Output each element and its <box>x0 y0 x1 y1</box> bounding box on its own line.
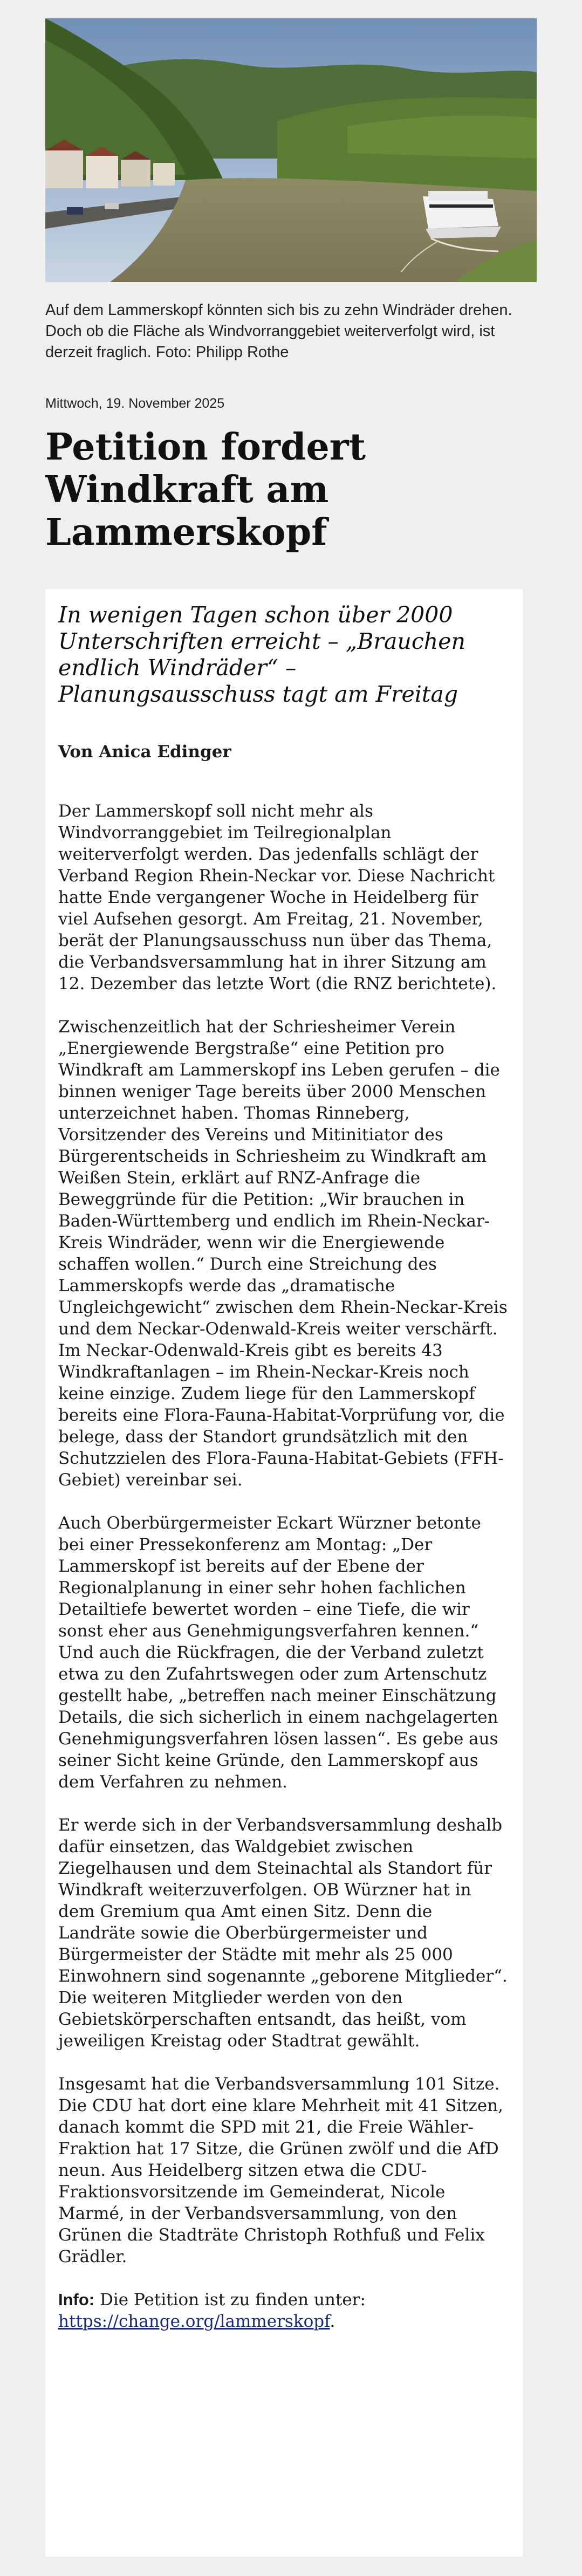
article-paragraph: Insgesamt hat die Verbandsversammlung 101 Sitze. Die CDU hat dort eine klare Mehrheit mit 41 Sitzen, danach kommt die SPD mit 21, die Freie Wähler-Fraktion hat 17 Sitze, die Grünen zwölf und die AfD neun. Aus Heidelberg sitzen etwa die CDU-Fraktionsvorsitzende im Gemeinderat, Nicole Marmé, in der Verbandsversammlung, von den Grünen die Stadträte Christoph Rothfuß und Felix Grädler. <box>58 2074 503 2266</box>
article-teaser: In wenigen Tagen schon über 2000 Unterschriften erreicht – „Brauchen endlich Windräder“ – Planungsausschuss tagt am Freitag <box>58 602 465 707</box>
article-body <box>45 589 523 2557</box>
article-paragraph: Er werde sich in der Verbandsversammlung deshalb dafür einsetzen, das Waldgebiet zwischen Ziegelhausen und dem Steinachtal als Standort für Windkraft weiterzuverfolgen. OB Würzner hat in dem Gremium qua Amt einen Sitz. Denn die Landräte sowie die Oberbürgermeister und Bürgermeister der Städte mit mehr als 25 000 Einwohnern sind sogenannte „geborene Mitglieder“. Die weiteren Mitglieder werden von den Gebietskörperschaften entsandt, das heißt, vom jeweiligen Kreistag oder Stadtrat gewählt. <box>58 1815 508 2051</box>
hero-photo <box>45 18 537 282</box>
petition-link[interactable]: https://change.org/lammerskopf <box>58 2312 330 2331</box>
info-text: Die Petition ist zu finden unter: <box>94 2290 366 2310</box>
article-paragraph: Zwischenzeitlich hat der Schriesheimer Verein „Energiewende Bergstraße“ eine Petition pro Windkraft am Lammerskopf ins Leben gerufen – die binnen weniger Tage bereits über 2000 Menschen unterzeichnet haben. Thomas Rinneberg, Vorsitzender des Vereins und Mitinitiator des Bürgerentscheids in Schriesheim zu Windkraft am Weißen Stein, erklärt auf RNZ-Anfrage die Beweggründe für die Petition: „Wir brauchen in Baden-Württemberg und endlich im Rhein-Neckar-Kreis Windräder, wenn wir die Energiewende schaffen wollen.“ Durch eine Streichung des Lammerskopfs werde das „dramatische Ungleichgewicht“ zwischen dem Rhein-Neckar-Kreis und dem Neckar-Odenwald-Kreis weiter verschärft. Im Neckar-Odenwald-Kreis gibt es bereits 43 Windkraftanlagen – im Rhein-Neckar-Kreis noch keine einzige. Zudem liege für den Lammerskopf bereits eine Flora-Fauna-Habitat-Vorprüfung vor, die belege, dass der Standort grundsätzlich mit den Schutzzielen des Flora-Fauna-Habitat-Gebiets (FFH-Gebiet) vereinbar sei. <box>58 1017 508 1490</box>
info-label: Info: <box>58 2290 95 2309</box>
hero-photo-image <box>45 18 537 282</box>
publication-date: Mittwoch, 19. November 2025 <box>45 396 225 411</box>
article-author: Von Anica Edinger <box>58 742 231 762</box>
article-paragraph: Der Lammerskopf soll nicht mehr als Windvorranggebiet im Teilregionalplan weiterverfolgt werden. Das jedenfalls schlägt der Verband Region Rhein-Neckar vor. Diese Nachricht hatte Ende vergangener Woche in Heidelberg für viel Aufsehen gesorgt. Am Freitag, 21. November, berät der Planungsausschuss nun über das Thema, die Verbandsversammlung hat in ihrer Sitzung am 12. Dezember das letzte Wort (die RNZ berichtete). <box>58 801 497 994</box>
article-headline: Petition fordert Windkraft am Lammerskopf <box>45 426 366 554</box>
article-paragraph: Auch Oberbürgermeister Eckart Würzner betonte bei einer Pressekonferenz am Montag: „Der Lammerskopf ist bereits auf der Ebene der Regionalplanung in einer sehr hohen fachlichen Detailtiefe bewertet worden – eine Tiefe, die wir sonst eher aus Genehmigungsverfahren kennen.“ Und auch die Rückfragen, die der Verband zuletzt etwa zu den Zufahrtswegen oder zum Artenschutz gestellt habe, „betreffen nach meiner Einschätzung Details, die sich sicherlich in einem nachgelagerten Genehmigungsverfahren lösen lassen“. Es gebe aus seiner Sicht keine Gründe, den Lammerskopf aus dem Verfahren zu nehmen. <box>58 1513 498 1792</box>
info-end: . <box>330 2312 335 2331</box>
photo-caption: Auf dem Lammerskopf könnten sich bis zu zehn Windräder drehen. Doch ob die Fläche als Windvorranggebiet weiterverfolgt wird, ist derzeit fraglich. Foto: Philipp Rothe <box>45 302 512 361</box>
info-line <box>58 2289 509 2332</box>
